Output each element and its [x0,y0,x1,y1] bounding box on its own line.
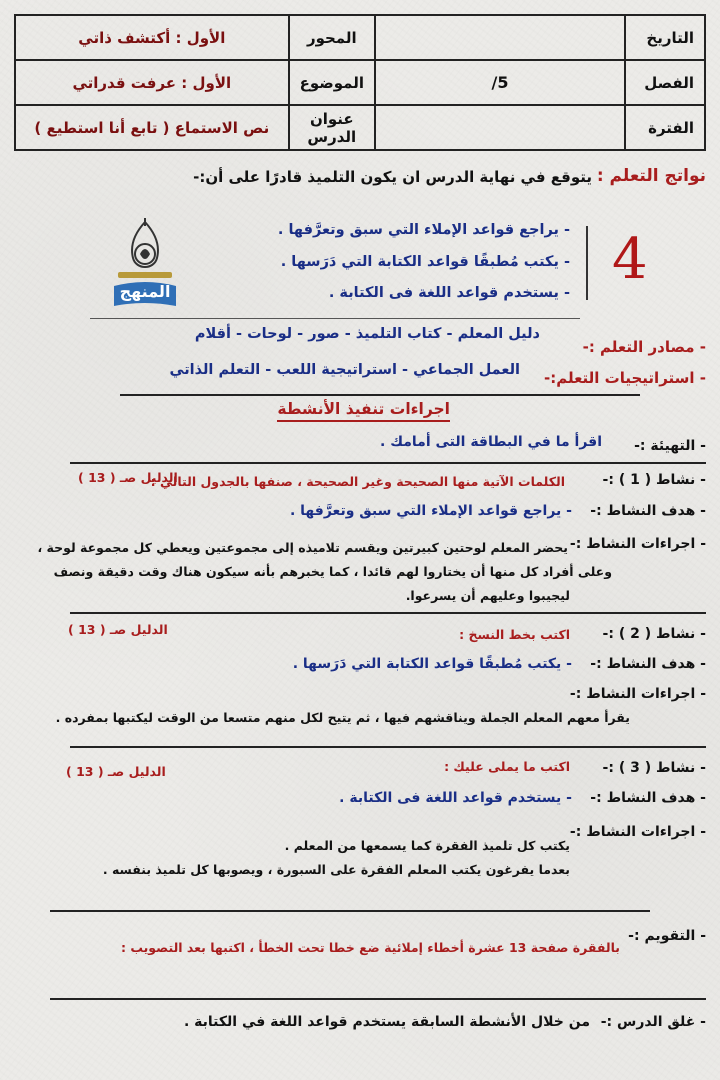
activity3-proc-line: يكتب كل تلميذ الفقرة كما يسمعها من المعلم . [284,838,570,853]
activity1-ref: الدليل صـ ( 13 ) [78,470,178,485]
sources-value: دليل المعلم - كتاب التلميذ - صور - لوحات - أقلام [194,326,540,342]
activity3-goal-label: - هدف النشاط :- [590,790,706,806]
header-row [15,15,705,60]
divider-line [120,394,640,396]
axis-value: الأول : أكتشف ذاتي [15,15,289,60]
activity3-label: - نشاط ( 3 ) :- [602,760,706,776]
divider-line [90,318,580,319]
activity3-task: اكتب ما يملى عليك : [444,759,570,774]
outcome-item: - يستخدم قواعد اللغة فى الكتابة . [328,285,570,301]
warmup-label: - التهيئة :- [634,438,706,454]
activity2-proc-label: - اجراءات النشاط :- [569,686,706,702]
activity1-proc-line: وعلى أفراد كل منها أن يختاروا لهم قائدا ، كما يخبرهم بأنه سيكون هناك وقت دقيقة ونصف [53,564,612,579]
outcomes-count: 4 [612,227,648,292]
outcomes-intro: يتوقع في نهاية الدرس ان يكون التلميذ قادرًا على أن:- [193,168,592,186]
logo-mark-icon [100,214,190,326]
activity1-goal-label: - هدف النشاط :- [590,503,706,519]
activity3-proc-label: - اجراءات النشاط :- [569,824,706,840]
activity1-proc-line: يحضر المعلم لوحتين كبيرتين ويقسم تلاميذه إلى مجموعتين ويعطي كل مجموعة لوحة ، [37,540,568,555]
procedures-title: اجراءات تنفيذ الأنشطة [277,400,450,422]
class-label: الفصل [625,60,705,105]
period-label: الفترة [625,105,705,150]
date-value [375,15,625,60]
divider-line [70,462,706,464]
outcome-item: - يراجع قواعد الإملاء التي سبق وتعرَّفها . [277,222,570,238]
sources-label: - مصادر التعلم :- [582,338,706,356]
warmup-value: اقرأ ما في البطاقة التى أمامك . [380,434,602,450]
lesson-title-label: عنوان الدرس [289,105,375,150]
closing-label: - غلق الدرس :- [600,1014,706,1030]
strategies-value: العمل الجماعي - استراتيجية اللعب - التعلم الذاتي [169,362,520,378]
publisher-logo [100,214,190,326]
activity1-task: الكلمات الآتية منها الصحيحة وغير الصحيحة ، صنفها بالجدول التالي : [150,474,565,489]
outcomes-title: نواتج التعلم : [596,166,706,186]
class-value: 5/ [375,60,625,105]
activity3-ref: الدليل صـ ( 13 ) [66,764,166,779]
period-value [375,105,625,150]
activity1-goal: - يراجع قواعد الإملاء التي سبق وتعرَّفها . [289,503,572,519]
activity1-proc-label: - اجراءات النشاط :- [569,536,706,552]
evaluation-value: بالفقرة صفحة 13 عشرة أخطاء إملائية ضع خطا تحت الخطأ ، اكتبها بعد التصويب : [121,940,620,955]
outcomes-divider [586,226,588,300]
divider-line [70,612,706,614]
activity3-proc-line: بعدما يفرغون يكتب المعلم الفقرة على السبورة ، ويصوبها كل تلميذ بنفسه . [102,862,570,877]
strategies-label: - استراتيجيات التعلم:- [543,369,706,387]
activity2-task: اكتب بخط النسخ : [459,627,570,642]
divider-line [70,746,706,748]
divider-line [50,910,650,912]
closing-value: من خلال الأنشطة السابقة يستخدم قواعد اللغة في الكتابة . [183,1014,590,1030]
logo-text: المنهج [119,282,171,301]
activity1-proc-line: ليجيبوا وعليهم أن يسرعوا. [405,588,570,603]
date-label: التاريخ [625,15,705,60]
topic-label: الموضوع [289,60,375,105]
header-table [14,14,706,151]
activity2-ref: الدليل صـ ( 13 ) [68,622,168,637]
evaluation-label: - التقويم :- [628,928,706,944]
header-row [15,60,705,105]
divider-line [50,998,706,1000]
header-row [15,105,705,150]
activity2-proc-line: يقرأ معهم المعلم الجملة ويناقشهم فيها ، ثم يتيح لكل منهم متسعا من الوقت ليكتبها بمفرده . [55,710,630,725]
topic-value: الأول : عرفت قدراتي [15,60,289,105]
activity1-label: - نشاط ( 1 ) :- [602,472,706,488]
lesson-title-value: نص الاستماع ( تابع أنا استطيع ) [15,105,289,150]
outcome-item: - يكتب مُطبقًا قواعد الكتابة التي دَرَسها . [280,254,570,270]
activity2-label: - نشاط ( 2 ) :- [602,626,706,642]
activity3-goal: - يستخدم قواعد اللغة فى الكتابة . [339,790,572,806]
activity2-goal-label: - هدف النشاط :- [590,656,706,672]
axis-label: المحور [289,15,375,60]
activity2-goal: - يكتب مُطبقًا قواعد الكتابة التي دَرَسها . [292,656,572,672]
